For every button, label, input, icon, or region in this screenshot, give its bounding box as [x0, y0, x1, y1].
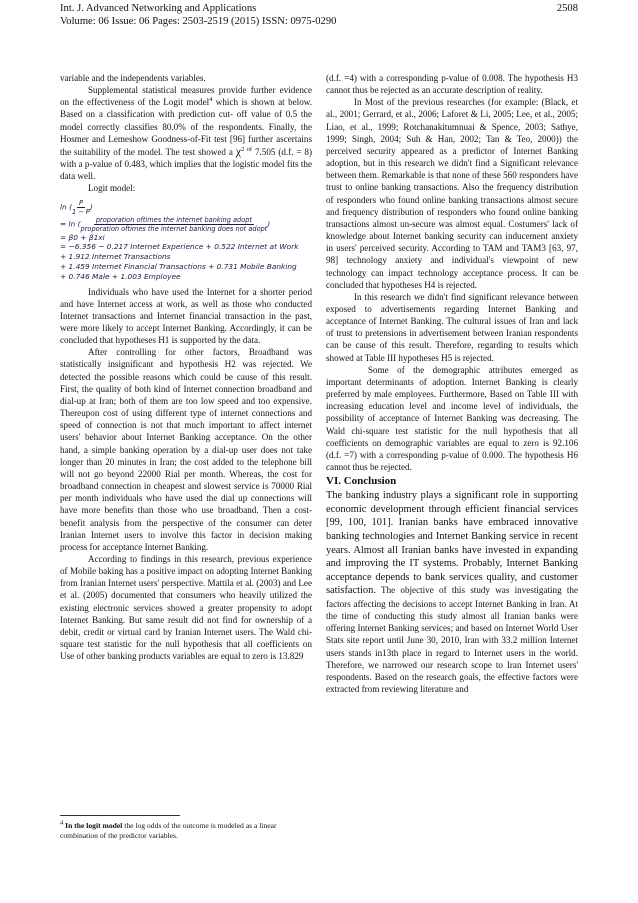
footnote-ref: 4 [209, 96, 213, 104]
eq-line: = ln ( $\frac{\text{proporation oftimes the internet banking adopt}}{\text{proporation oftimes the internet banking does not adopt}}$ ) [60, 215, 271, 233]
paragraph: In Most of the previous researches (for example: (Black, et al., 2001; Gerrard, et al., 2006; Laforet & Li, 2005; Lee, et al., 2005; Liao, et al., 1999; Rotchanakitumnuai & Spence, 2003; Sathye, 1999; Singh, 2004; Suh & Han, 2002; Tan & Teo, 2000)) the perceived security appeared as a predictor of Internet Banking adoption, but in this research we didn't find a Significant relevance between them. Remarkable is that none of these 560 responders have trust to online banking transactions. Also the frequency distribution of responders who found online banking transactions almost secure and frequency distribution of responders who found online banking transactions almost un-secure was almost equal. Costumers' lack of knowledge about Internet banking security can inducement anxiety in users' perceived security. According to TAM and TAM3 [63, 97, 98] technology anxiety and individual's viewpoint of new technology can impact technology acceptance process. It can be concluded that hypotheses H4 is rejected. [326, 97, 578, 290]
paragraph: Supplemental statistical measures provide further evidence on the effectiveness of the Logit model$^4$ which is shown at below. Based on a classification with prediction cut- off value of 0.5 the model correctly classifies 80.0% of the respondents. Finally, the Hosmer and Lemeshow Goodness-of-Fit test [96] further ascertains the suitability of the model. The test showed a $\chi^{2 of}$ 7.505 (d.f. = 8) with a p-value of 0.483, which implies that the logistic model fits the data well. [60, 85, 312, 182]
paragraph: After controlling for other factors, Broadband was statistically insignificant and hypothesis H2 was rejected. We detected the possible reasons which could be cause of this result. First, the quality of both kind of Internet connection broadband and dial-up at Iran; both of them are too low speed and too expensive. Thereupon cost of using different type of internet connections and speed of connection is not that much important to affect internet users' behavior about Internet Banking acceptance. On the other hand, a simple banking operation by a dial-up user does not take longer than 20 minutes in Iran; the cost added to the telephone bill will not go beyond 22000 Rial per month. Whereas, the cost for broadband connection in cheapest and slowest service is 70000 Rial per month individuals who have used the dial up connections will have more benefits than those who use broadband. Then a cost- benefit analysis from the perspective of the consumer can deter Iranian Internet users to involve this factor in decision making process for acceptance Internet Banking. [60, 347, 312, 552]
logit-label: Logit model: [88, 183, 136, 194]
footnote-rule [60, 815, 180, 816]
paragraph: According to findings in this research, previous experience of Mobile baking has a positive impact on adopting Internet Banking from Iranian Internet users' perspective. Mattila et al. (2003) and Lee et al. (2005) documented that consumers who heavily utilized the existing electronic services showed a greater propensity to adopt Internet Banking. But same result did not find for ownership of a debit, credit or virtual card by Iranian Internet users. The Wald chi-square test statistic for the null hypothesis that all coefficients on Use of other banking products variables are equal to zero is 13.829 [60, 553, 312, 662]
section-heading: VI. Conclusion [326, 475, 397, 488]
journal-name: Int. J. Advanced Networking and Applications [60, 3, 257, 14]
paragraph: In this research we didn't find significant relevance between exposed to advertisements regarding Internet Banking and acceptance of Internet Banking. The cultural issues of Iran and lack of trust to pretensions in advertisement between Iranian respondents can be cause of this result. Therefore, regarding to results which showed at Table III hypotheses H5 is rejected. [326, 291, 578, 363]
paragraph: Individuals who have used the Internet for a shorter period and have Internet access at work, as well as those who conducted Internet transactions and Internet financial transaction in the past, were more likely to accept Internet Banking. Accordingly, it can be concluded that hypotheses H1 is supported by the data. [60, 286, 312, 346]
eq-line: ln ( $\frac{P}{1 - P}$ ) [60, 198, 93, 216]
paragraph: Some of the demographic attributes emerged as important determinants of adoption. Internet Banking is clearly preferred by male employees. Furthermore, Based on Table III with increasing education level and income level of individuals, the possibility of acceptance of Internet Banking was decreasing. The Wald chi-square test statistic for the null hypothesis that all coefficients on demographic variables are equal to zero is 92.106 (d.f. =7) with a corresponding p-value of 0.000. The hypothesis H6 cannot thus be rejected. [326, 364, 578, 472]
logit-equation [60, 199, 312, 282]
left-column [60, 72, 312, 662]
paragraph: (d.f. =4) with a corresponding p-value of 0.008. The hypothesis H3 cannot thus be rejected as an accurate description of reality. [326, 73, 578, 96]
volume-line: Volume: 06 Issue: 06 Pages: 2503-2519 (2015) ISSN: 0975-0290 [60, 16, 337, 27]
page-header [60, 2, 578, 28]
eq-line: + 1.459 Internet Financial Transactions + 0.731 Mobile Banking [60, 261, 297, 271]
footnote: $^4$ In the logit model the log odds of the outcome is modeled as a linear combination of the predictor variables. [60, 819, 277, 840]
eq-line: = −6.356 − 0.217 Internet Experience + 0.522 Internet at Work [60, 242, 299, 252]
eq-line: + 1.912 Internet Transactions [60, 252, 171, 262]
eq-line: + 0.746 Male + 1.003 Employee [60, 271, 181, 281]
chi-symbol: χ [235, 143, 242, 158]
paragraph: The banking industry plays a significant role in supporting economic development through efficient financial services [99, 100, 101]. Iranian banks have embraced innovative banking technologies and Internet Banking service in recent years. Almost all Iranian banks have invested in expanding and improving the IT systems. Probably, Internet Banking acceptance depends to bank services quality, and customer satisfaction. The objective of this study was investigating the factors affecting the decisions to accept Internet Banking in Iran. At the time of conducting this study almost all Iranian banks were offering Internet Banking services; and based on Internet World User Stats site report until June 30, 2010, Iran with 33.2 million Internet users stands in13th place in regard to Internet users in the world. Therefore, we narrowed our research scope to Iran Internet users' respondents. Based on the research goals, the effective factors were extracted from reviewing literature and [326, 490, 578, 694]
right-column [326, 72, 578, 695]
eq-line: = β0 + β1xi [60, 232, 105, 242]
paragraph: variable and the independents variables. [60, 73, 206, 83]
page-number: 2508 [556, 3, 578, 14]
